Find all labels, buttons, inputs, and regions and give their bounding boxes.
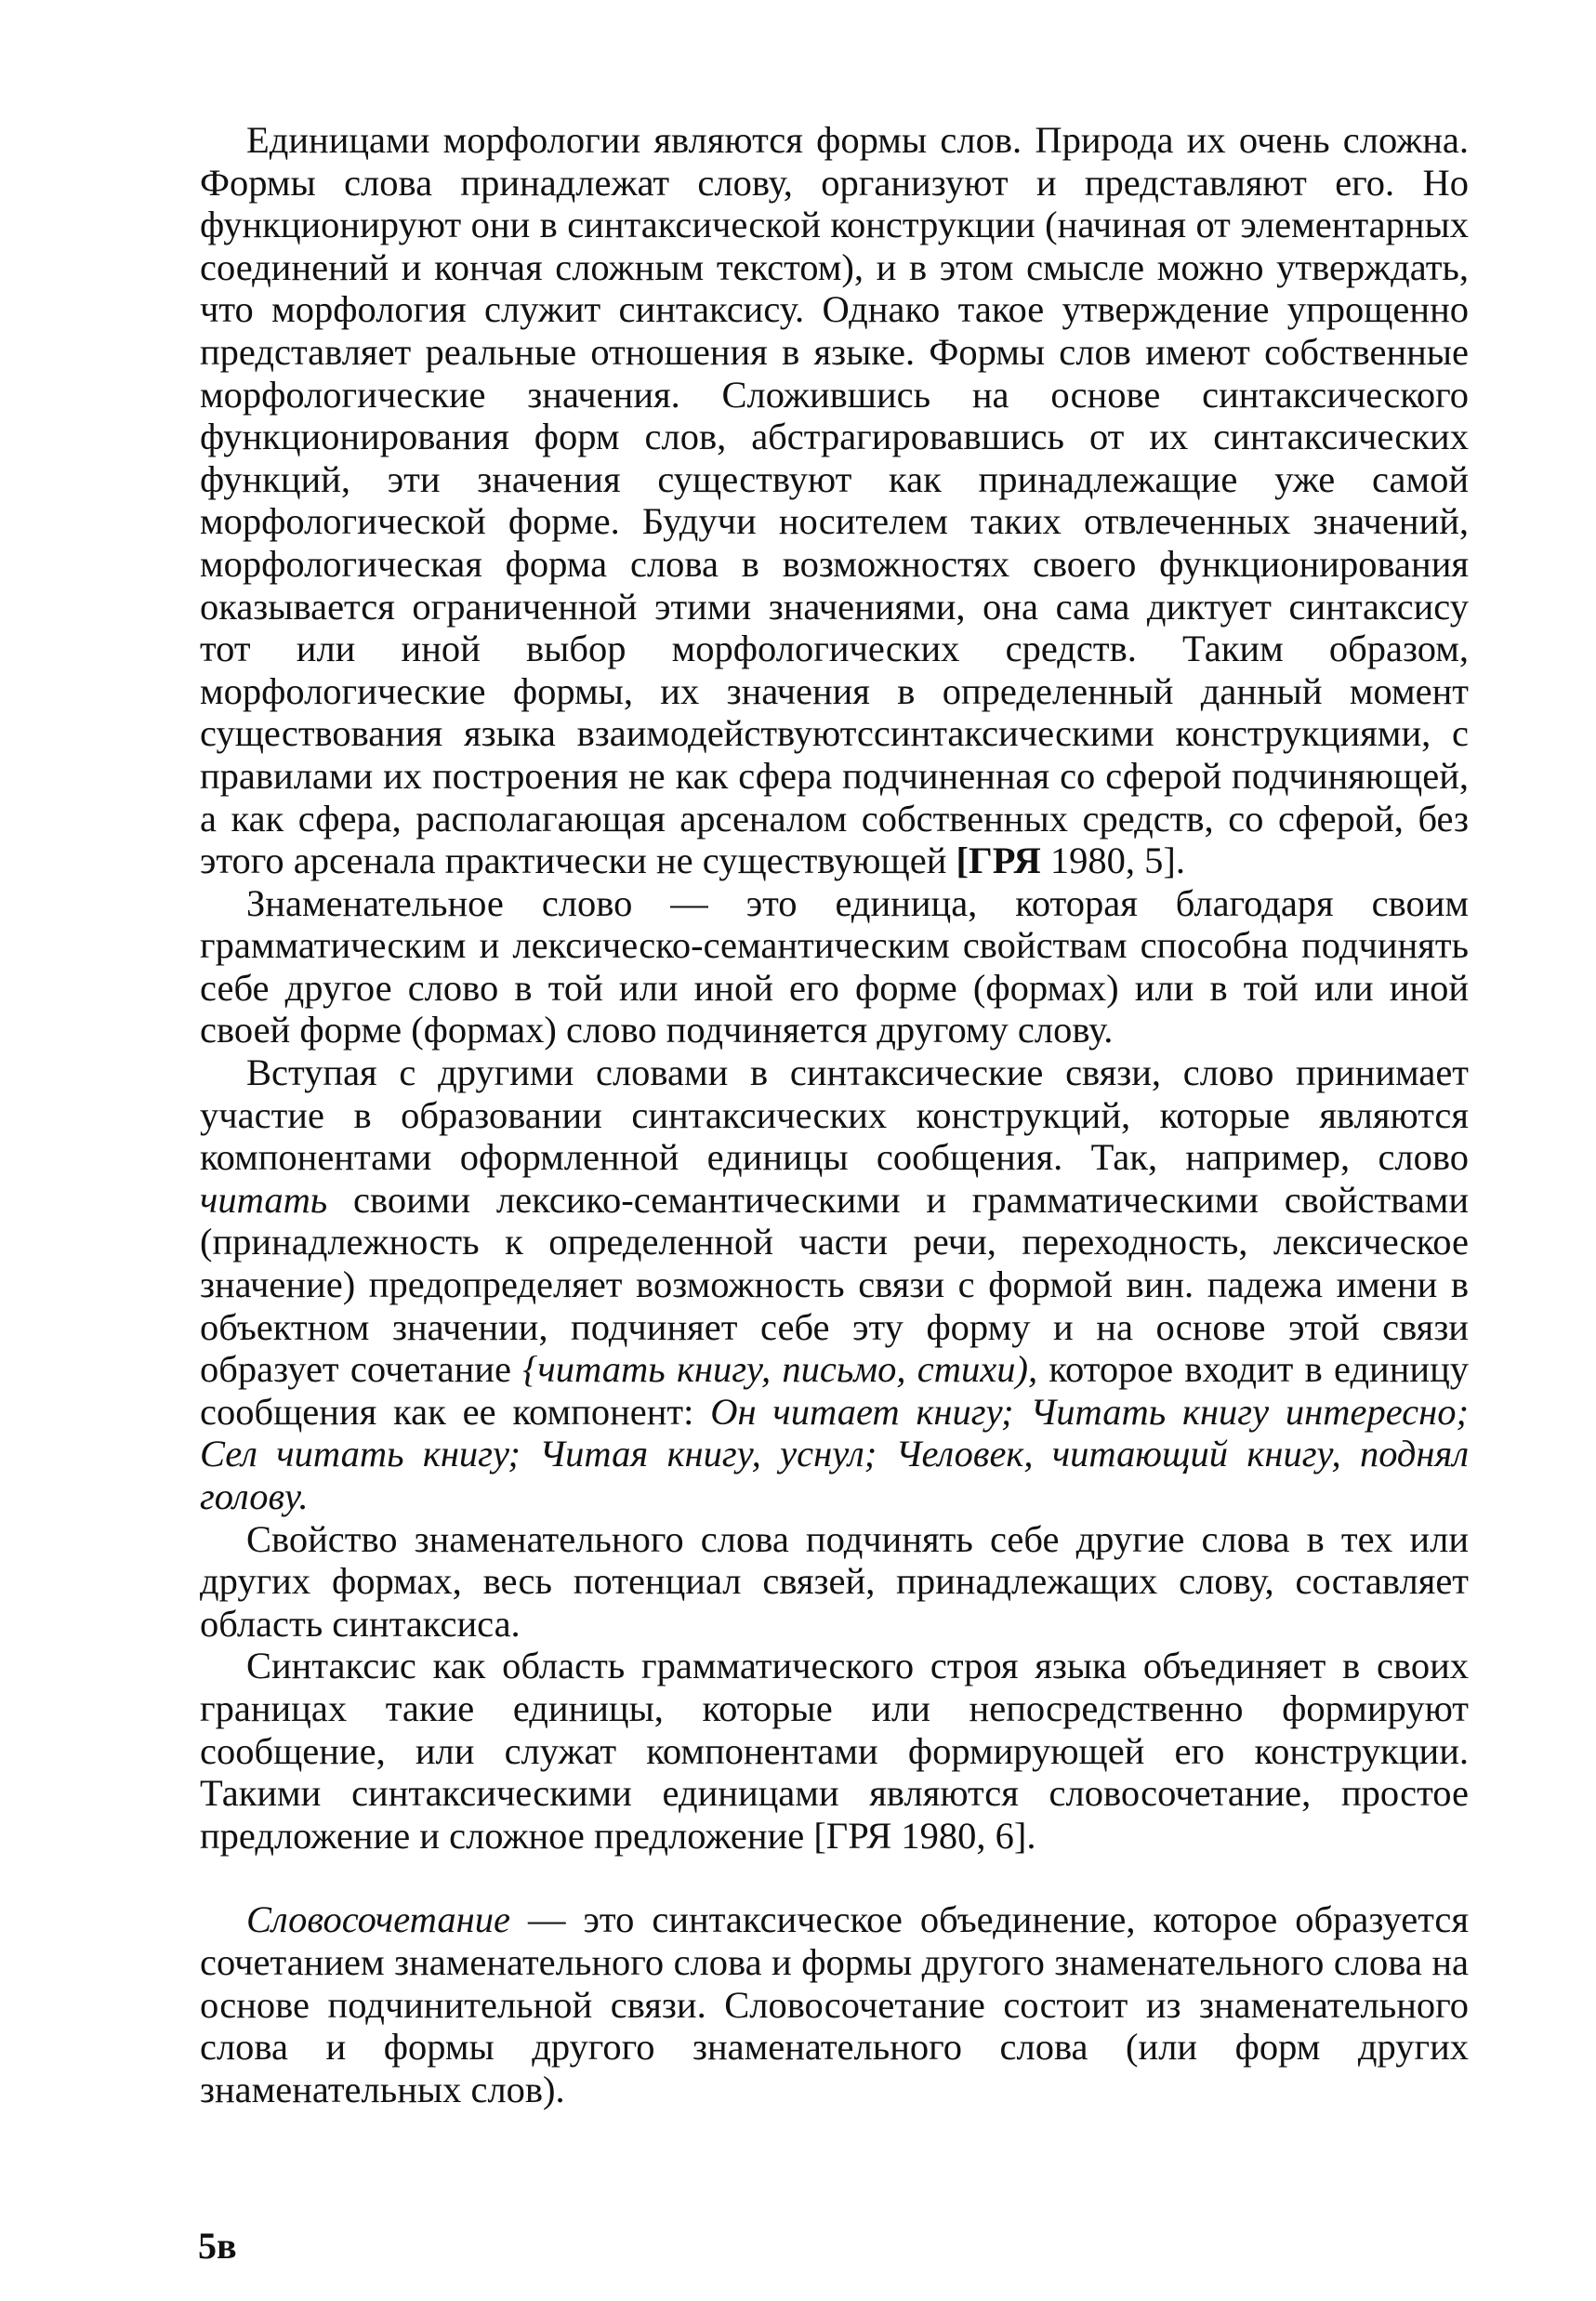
- paragraph-segment: своими лексико-семантическими и грамматическими свойствами (принадлежность к определенной части речи, переходность, лексическое значение) предопределяет возможность связи с формой вин. падежа имени в объектном значении, подчиняет себе эту форму и на основе этой связи образует сочетание: [200, 1178, 1469, 1391]
- paragraph-text: Единицами морфологии являются формы слов. Природа их очень сложна. Формы слова принадлежат слову, организуют и представляют его. Но функционируют они в синтаксической конструкции (начиная от элементарных соединений и кончая сложным текстом), и в этом смысле можно утверждать, что морфология служит синтаксису. Однако такое утверждение упрощенно представляет реальные отношения в языке. Формы слов имеют собственные морфологические значения. Сложившись на основе синтаксического функционирования форм слов, абстрагировавшись от их синтаксических функций, эти значения существуют как принадлежащие уже самой морфологической форме. Будучи носителем таких отвлеченных значений, морфологическая форма слова в возможностях своего функционирования оказывается ограниченной этими значениями, она сама диктует синтаксису тот или иной выбор морфологических средств. Таким образом, морфологические формы, их значения в определенный данный момент существования языка взаимодействуютссинтаксическими конструкциями, с правилами их построения не как сфера подчиненная со сферой подчиняющей, а как сфера, располагающая арсеналом собственных средств, со сферой, без этого арсенала практически не существующей: [200, 119, 1469, 882]
- page-number: 5в: [198, 2225, 237, 2267]
- citation-bold: [ГРЯ: [956, 840, 1041, 882]
- paragraph-segment-italic: {читать книгу, письмо, стихи),: [522, 1348, 1038, 1391]
- paragraph-word-combination: [200, 1898, 1469, 2110]
- paragraph-text: Синтаксис как область грамматического строя языка объединяет в своих границах такие единицы, которые или непосредственно формируют сообщение, или служат компонентами формирующей его конструкции. Такими синтаксическими единицами являются словосочетание, простое предложение и сложное предложение [ГРЯ 1980, 6].: [200, 1645, 1469, 1857]
- term-italic: Словосочетание: [246, 1898, 510, 1941]
- paragraph-segment: Вступая с другими словами в синтаксические связи, слово принимает участие в образовании синтаксических конструкций, которые являются компонентами оформленной единицы сообщения. Так, например, слово: [200, 1051, 1469, 1179]
- paragraph-syntactic-links: [200, 1051, 1469, 1518]
- body-text: [200, 119, 1469, 2110]
- paragraph-segment: которое входит в единицу сообщения как ее компонент:: [200, 1348, 1469, 1433]
- paragraph-text: Знаменательное слово — это единица, которая благодаря своим грамматическим и лексическо-семантическим свойствам способна подчинять себе другое слово в той или иной его форме (формах) или в той или иной своей форме (формах) слово подчиняется другому слову.: [200, 881, 1469, 1051]
- paragraph-segment-italic: читать: [200, 1178, 328, 1221]
- paragraph-morphology-units: [200, 119, 1469, 882]
- paragraph-text: Свойство знаменательного слова подчинять себе другие слова в тех или других формах, весь потенциал связей, принадлежащих слову, составляет область синтаксиса.: [200, 1517, 1469, 1645]
- paragraph-segment-italic: Он читает книгу; Читать книгу интересно; Сел читать книгу; Читая книгу, уснул; Человек, читающий книгу, поднял голову.: [200, 1390, 1469, 1517]
- paragraph-syntax-area: [200, 1518, 1469, 1646]
- paragraph-text: — это синтаксическое объединение, которое образуется сочетанием знаменательного слова и формы другого знаменательного слова на основе подчинительной связи. Словосочетание состоит из знаменательного слова и формы другого знаменательного слова (или форм других знаменательных слов).: [200, 1898, 1469, 2110]
- paragraph-significant-word: [200, 882, 1469, 1051]
- paragraph-syntax-units: [200, 1645, 1469, 1857]
- citation-rest: 1980, 5].: [1040, 840, 1185, 882]
